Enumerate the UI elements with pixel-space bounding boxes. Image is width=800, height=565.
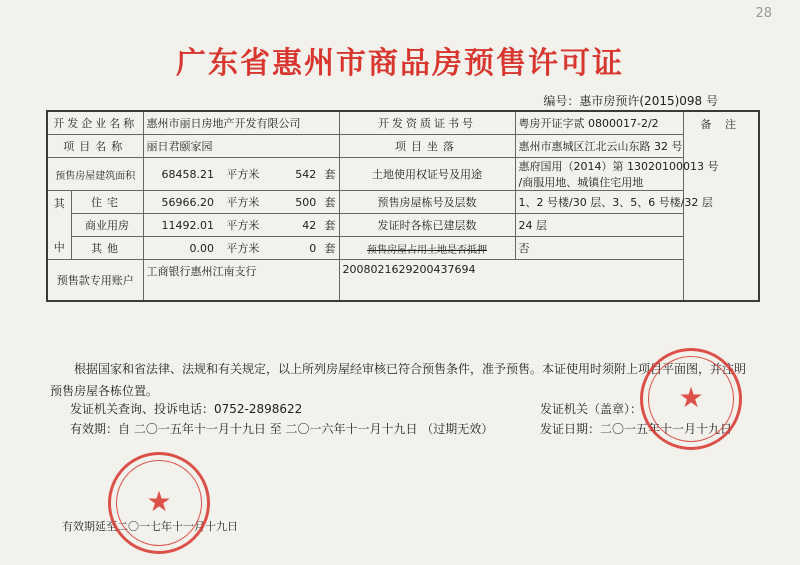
official-seal-icon-2 bbox=[108, 452, 210, 554]
complaint-phone: 发证机关查询、投诉电话：0752-2898622 bbox=[70, 402, 303, 416]
area-unit: 平方米 bbox=[226, 168, 260, 181]
certificate-number: 编号：惠市房预许(2015)098 号 bbox=[543, 94, 718, 108]
commercial-tao: 套 bbox=[324, 219, 336, 232]
terms-line-2: 预售房屋各栋位置。 bbox=[50, 384, 159, 398]
other-tao: 套 bbox=[324, 242, 336, 255]
seal-star-icon: ★ bbox=[678, 381, 704, 414]
residential-tao: 套 bbox=[324, 196, 336, 209]
other-unit: 平方米 bbox=[226, 242, 260, 255]
seal-star-icon-2: ★ bbox=[146, 485, 172, 518]
label-residential: 住宅 bbox=[71, 191, 143, 214]
permit-table bbox=[46, 110, 760, 302]
label-escrow-account: 预售款专用账户 bbox=[47, 260, 143, 302]
commercial-count: 42 bbox=[302, 218, 317, 232]
land-certificate bbox=[515, 158, 719, 191]
validity-period: 有效期：自 二〇一五年十一月十九日 至 二〇一六年十一月十九日 （过期无效） bbox=[70, 422, 494, 436]
label-qualification: 开发资质证书号 bbox=[339, 111, 515, 135]
commercial-unit: 平方米 bbox=[226, 219, 260, 232]
escrow-bank: 工商银行惠州江南支行 bbox=[143, 260, 339, 302]
issue-date: 发证日期：二〇一五年十一月十九日 bbox=[540, 422, 733, 436]
other-count: 0 bbox=[309, 241, 317, 255]
document-title: 广东省惠州市商品房预售许可证 bbox=[176, 46, 624, 81]
residential-value: 56966.20 bbox=[161, 195, 214, 209]
area-count: 542 bbox=[295, 167, 317, 181]
residential-unit: 平方米 bbox=[226, 196, 260, 209]
land-cert-line2: /商服用地、城镇住宅用地 bbox=[518, 176, 644, 189]
commercial-area bbox=[143, 214, 339, 237]
presale-area bbox=[143, 158, 339, 191]
built-floors: 24 层 bbox=[515, 214, 683, 237]
label-land-mortgage: 预售房屋占用土地是否抵押 bbox=[339, 237, 515, 260]
extended-validity: 有效期延至二〇一七年十一月十九日 bbox=[62, 520, 238, 533]
other-area bbox=[143, 237, 339, 260]
label-other: 其他 bbox=[71, 237, 143, 260]
label-qi: 其 bbox=[53, 197, 65, 210]
land-mortgage: 否 bbox=[515, 237, 683, 260]
label-of-which bbox=[47, 191, 71, 260]
land-cert-line1: 惠府国用（2014）第 13020100013 号 bbox=[518, 160, 719, 173]
label-built-floors: 发证时各栋已建层数 bbox=[339, 214, 515, 237]
building-floors: 1、2 号楼/30 层、3、5、6 号楼/32 层 bbox=[515, 191, 683, 214]
terms-line-1: 根据国家和省法律、法规和有关规定，以上所列房屋经审核已符合预售条件，准予预售。本证使用时须附上项目平面图，并注明 bbox=[74, 362, 747, 376]
issuing-authority: 发证机关（盖章）： bbox=[540, 402, 643, 416]
area-tao: 套 bbox=[324, 168, 336, 181]
residential-count: 500 bbox=[295, 195, 317, 209]
commercial-value: 11492.01 bbox=[161, 218, 214, 232]
qualification-number: 粤房开证字贰 0800017-2/2 bbox=[515, 111, 683, 135]
project-location: 惠州市惠城区江北云山东路 32 号 bbox=[515, 135, 683, 158]
area-value: 68458.21 bbox=[161, 167, 214, 181]
residential-area bbox=[143, 191, 339, 214]
label-presale-area: 预售房屋建筑面积 bbox=[47, 158, 143, 191]
official-seal-icon bbox=[640, 348, 742, 450]
label-land-certificate: 土地使用权证号及用途 bbox=[339, 158, 515, 191]
developer-name: 惠州市丽日房地产开发有限公司 bbox=[143, 111, 339, 135]
label-project: 项目名称 bbox=[47, 135, 143, 158]
label-building-floors: 预售房屋栋号及层数 bbox=[339, 191, 515, 214]
label-commercial: 商业用房 bbox=[71, 214, 143, 237]
page-number: 28 bbox=[755, 6, 772, 21]
escrow-account-number: 2008021629200437694 bbox=[339, 260, 683, 302]
label-remarks: 备 注 bbox=[700, 118, 741, 131]
project-name: 丽日君颐家园 bbox=[143, 135, 339, 158]
label-location: 项目坐落 bbox=[339, 135, 515, 158]
label-zhong: 中 bbox=[53, 241, 65, 254]
label-developer: 开发企业名称 bbox=[47, 111, 143, 135]
other-value: 0.00 bbox=[189, 241, 214, 255]
